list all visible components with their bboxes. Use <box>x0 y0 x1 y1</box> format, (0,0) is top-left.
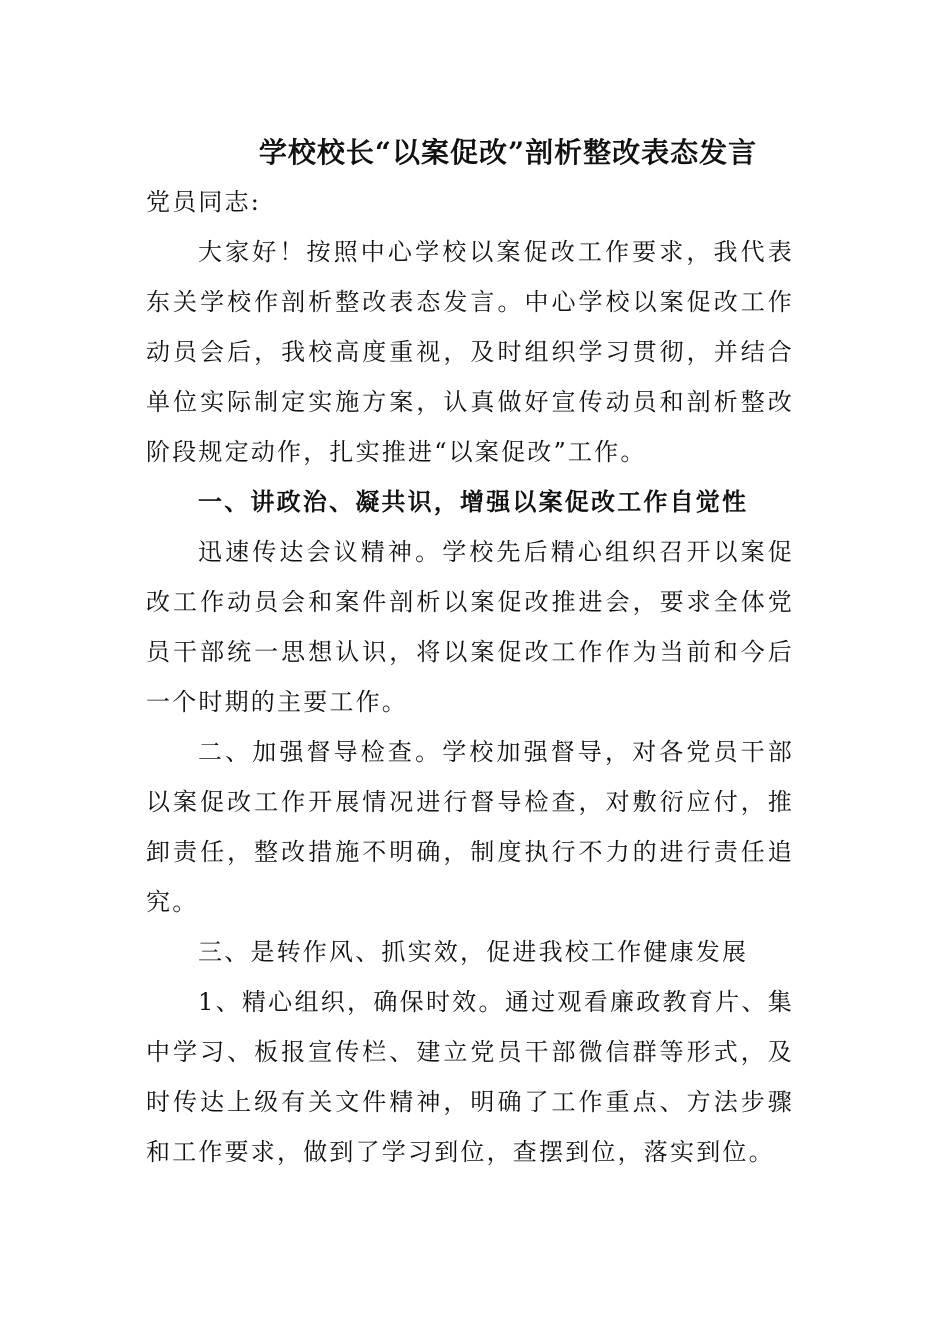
paragraph-supervision: 二、加强督导检查。学校加强督导，对各党员干部以案促改工作开展情况进行督导检查，对敷衍应付，推卸责任，整改措施不明确，制度执行不力的进行责任追究。 <box>146 738 794 916</box>
document-title: 学校校长“以案促改”剖析整改表态发言 <box>258 136 758 169</box>
document-body <box>146 177 794 1177</box>
section-heading-3: 三、是转作风、抓实效，促进我校工作健康发展 <box>198 938 749 966</box>
salutation: 党员同志: <box>146 188 262 216</box>
paragraph-opening: 大家好！按照中心学校以案促改工作要求，我代表东关学校作剖析整改表态发言。中心学校以案促改工作动员会后，我校高度重视，及时组织学习贯彻，并结合单位实际制定实施方案，认真做好宣传动员和剖析整改阶段规定动作，扎实推进“以案促改”工作。 <box>146 238 794 466</box>
section-heading-1: 一、讲政治、凝共识，增强以案促改工作自觉性 <box>198 487 749 516</box>
paragraph-organization: 1、精心组织，确保时效。通过观看廉政教育片、集中学习、板报宣传栏、建立党员干部微信群等形式，及时传达上级有关文件精神，明确了工作重点、方法步骤和工作要求，做到了学习到位，查摆到位，落实到位。 <box>146 988 794 1166</box>
paragraph-meeting-spirit: 迅速传达会议精神。学校先后精心组织召开以案促改工作动员会和案件剖析以案促改推进会，要求全体党员干部统一思想认识，将以案促改工作作为当前和今后一个时期的主要工作。 <box>146 538 794 716</box>
